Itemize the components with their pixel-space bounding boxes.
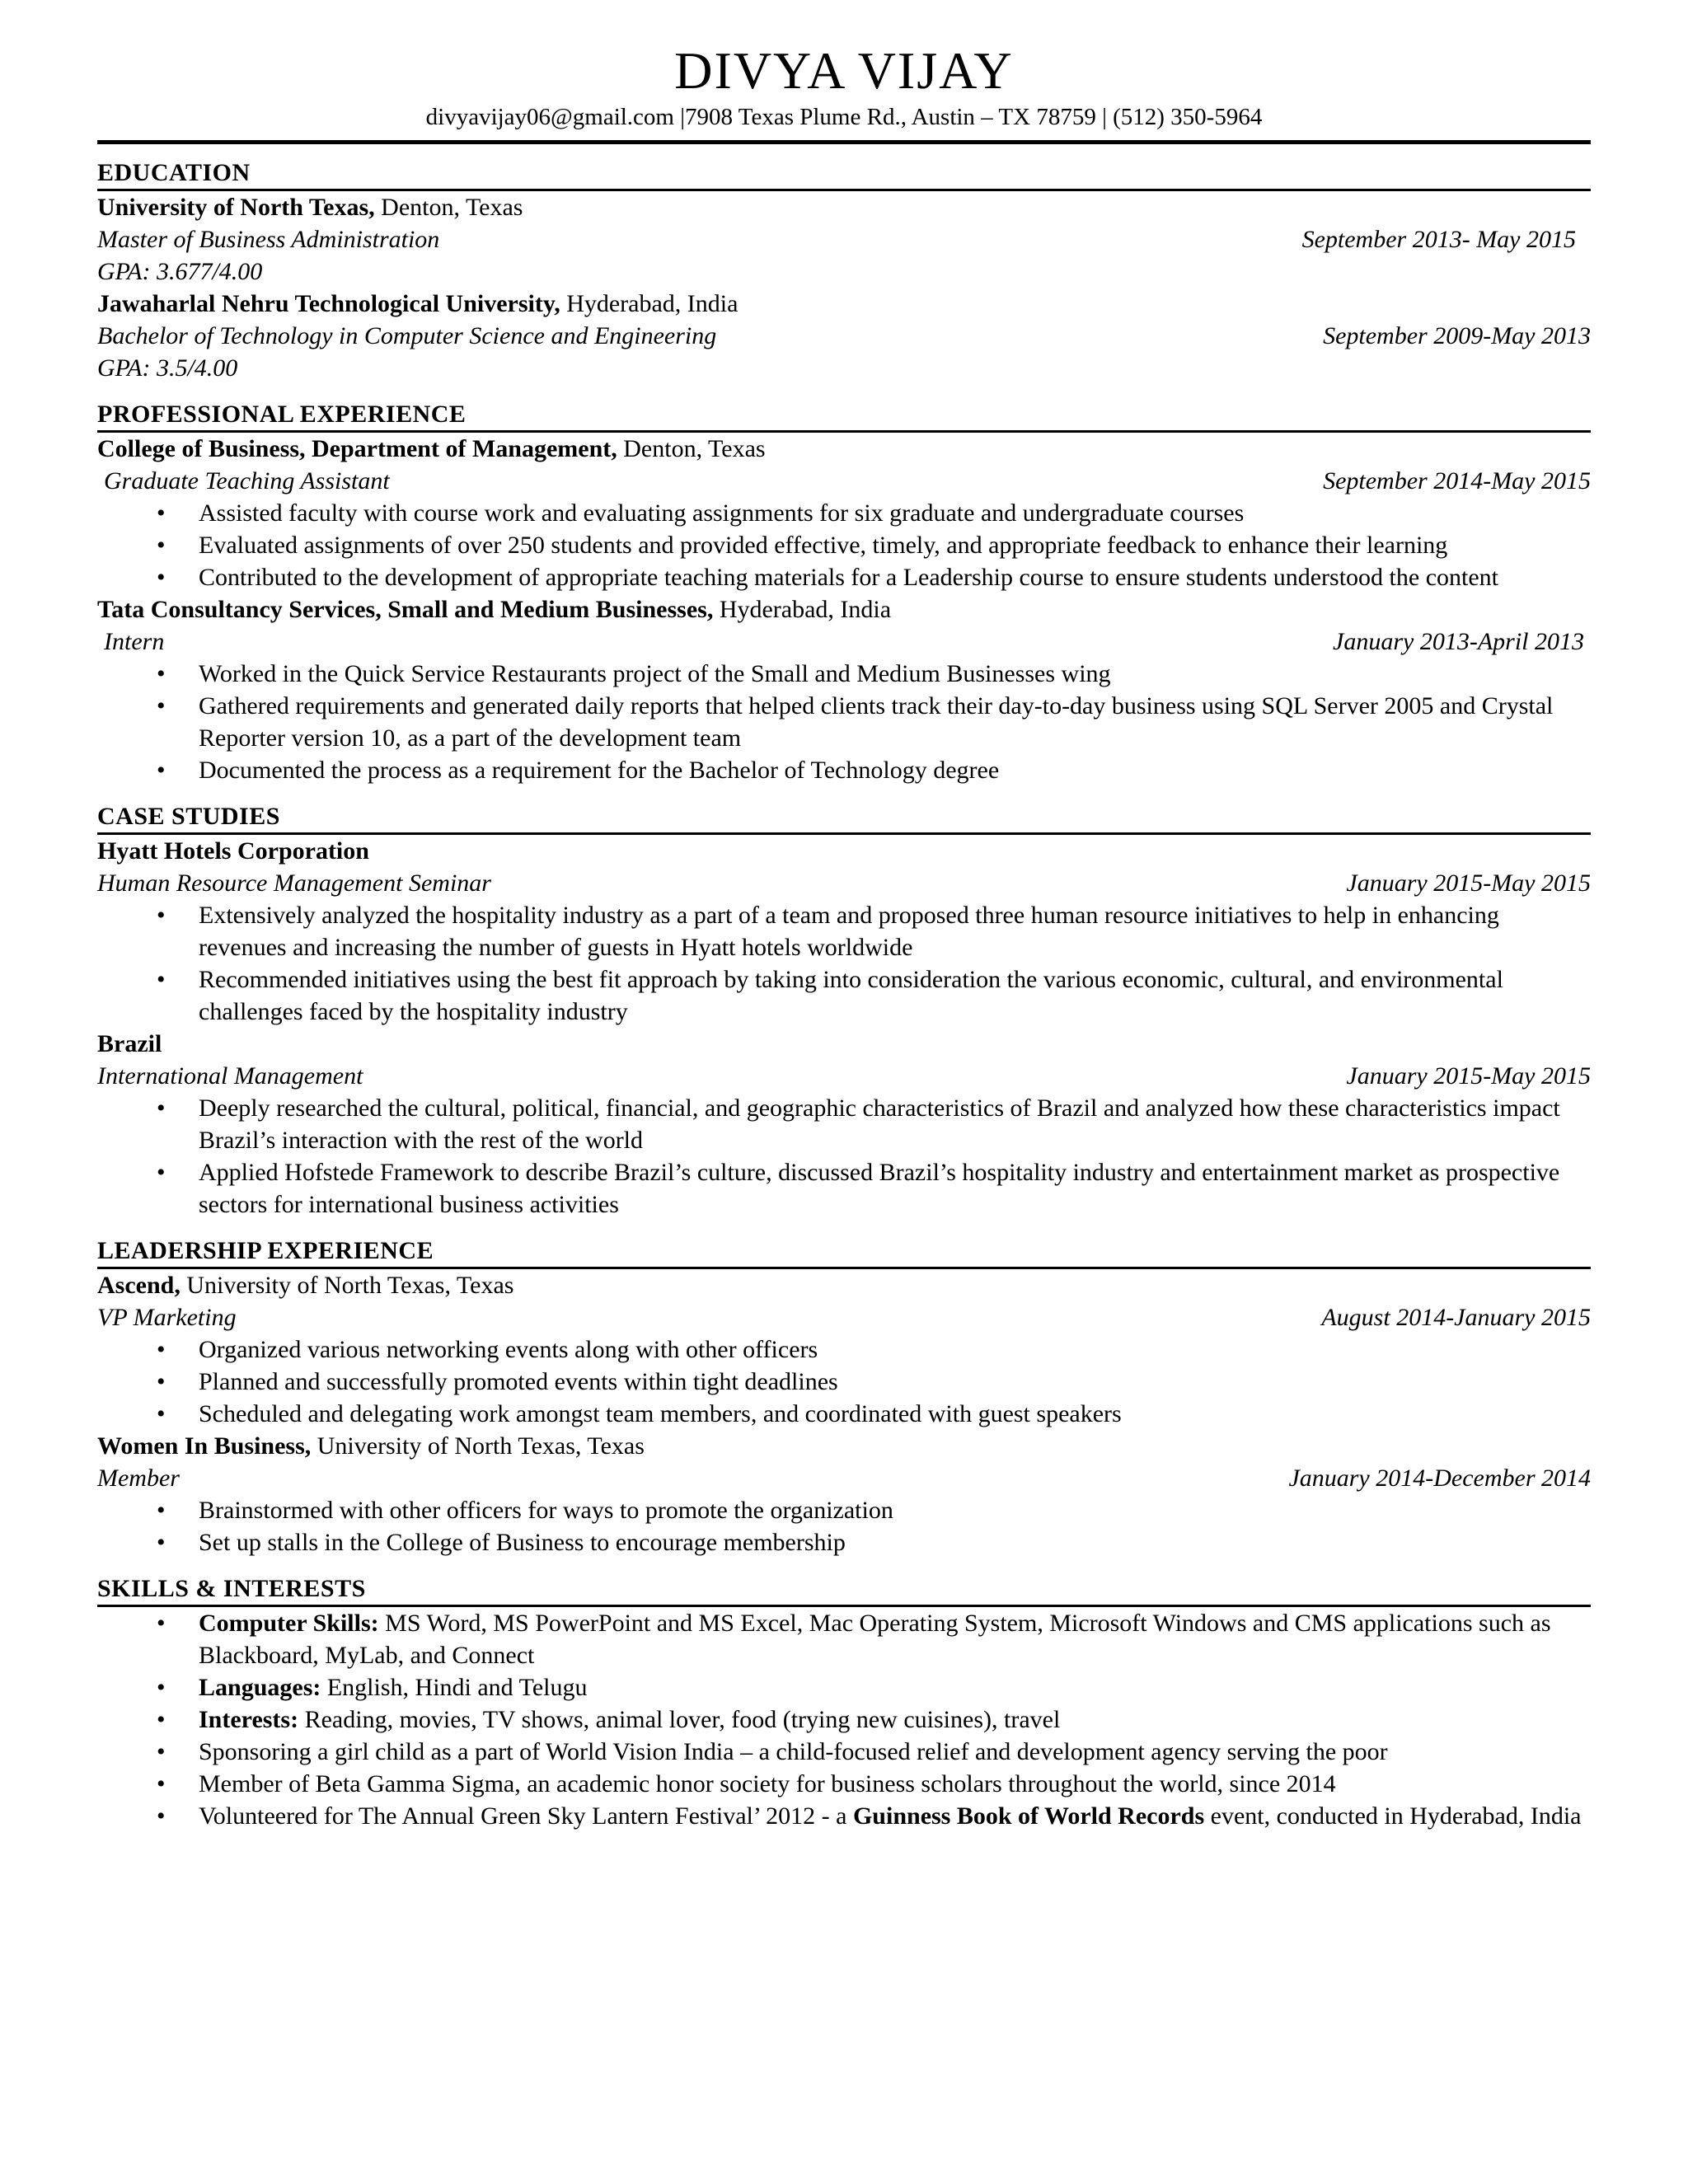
job-bullets [97, 658, 1591, 786]
org-name: Tata Consultancy Services, Small and Medium Businesses, [97, 596, 714, 623]
education-section [97, 157, 1591, 384]
gpa-text: GPA: 3.5/4.00 [97, 354, 238, 382]
bullet-item: • Documented the process as a requirement for the Bachelor of Technology degree [97, 754, 1591, 786]
case-dates: January 2015-May 2015 [1346, 1062, 1591, 1090]
section-heading-professional: PROFESSIONAL EXPERIENCE [97, 399, 1591, 433]
school-name: Jawaharlal Nehru Technological University, [97, 290, 560, 317]
leadership-dates: January 2014-December 2014 [1288, 1465, 1591, 1492]
bullet-item: • Set up stalls in the College of Business to encourage membership [97, 1526, 1591, 1558]
bullet-item: • Brainstormed with other officers for ways to promote the organization [97, 1494, 1591, 1526]
case-dates: January 2015-May 2015 [1346, 869, 1591, 897]
volunteer-emphasis: Guinness Book of World Records [852, 1802, 1205, 1830]
skills-bullets [97, 1607, 1591, 1832]
section-heading-education: EDUCATION [97, 157, 1591, 191]
org-name: College of Business, Department of Management, [97, 435, 617, 462]
gpa-text: GPA: 3.677/4.00 [97, 258, 263, 285]
bullet-item: • Evaluated assignments of over 250 students and provided effective, timely, and appropriate feedback to enhance their learning [97, 529, 1591, 561]
bullet-item: • Recommended initiatives using the best fit approach by taking into consideration the various economic, cultural, and environmental challenges faced by the hospitality industry [97, 963, 1591, 1028]
leadership-bullets [97, 1333, 1591, 1430]
degree-name: Master of Business Administration [97, 226, 440, 253]
case-role: Human Resource Management Seminar [97, 869, 491, 897]
resume-page [97, 0, 1591, 1832]
leadership-bullets [97, 1494, 1591, 1558]
school-location: Denton, Texas [374, 194, 523, 221]
case-role: International Management [97, 1062, 363, 1090]
job-role-row [97, 465, 1591, 497]
computer-skills-text: MS Word, MS PowerPoint and MS Excel, Mac Operating System, Microsoft Windows and CMS applications such as Blackboard, MyLab, and Connect [199, 1610, 1551, 1669]
bullet-item: • Extensively analyzed the hospitality industry as a part of a team and proposed three human resource initiatives to help in enhancing revenues and increasing the number of guests in Hyatt hotels worldwide [97, 899, 1591, 963]
degree-dates: September 2013- May 2015 [1301, 226, 1576, 253]
school-location: Hyderabad, India [560, 290, 738, 317]
contact-line: divyavijay06@gmail.com |7908 Texas Plume Rd., Austin – TX 78759 | (512) 350-5964 [425, 104, 1263, 130]
leadership-role: VP Marketing [97, 1304, 237, 1331]
bullet-item: • Contributed to the development of appropriate teaching materials for a Leadership course to ensure students understood the content [97, 561, 1591, 593]
education-degree-row [97, 320, 1591, 352]
bullet-item: • Member of Beta Gamma Sigma, an academic honor society for business scholars throughout the world, since 2014 [97, 1768, 1591, 1800]
org-name: Women In Business, [97, 1432, 312, 1460]
bullet-item: • Organized various networking events along with other officers [97, 1333, 1591, 1366]
header-divider [97, 140, 1591, 144]
bullet-item: • Sponsoring a girl child as a part of World Vision India – a child-focused relief and development agency serving the poor [97, 1736, 1591, 1768]
case-role-row [97, 1060, 1591, 1092]
volunteer-text-end: event, conducted in Hyderabad, India [1204, 1802, 1582, 1830]
leadership-org-line [97, 1430, 1591, 1462]
leadership-role-row [97, 1301, 1591, 1333]
section-heading-leadership: LEADERSHIP EXPERIENCE [97, 1235, 1591, 1269]
bullet-item: • Assisted faculty with course work and evaluating assignments for six graduate and undergraduate courses [97, 497, 1591, 529]
education-entry-school [97, 288, 1591, 320]
volunteer-text: Volunteered for The Annual Green Sky Lantern Festival’ 2012 - a [199, 1802, 853, 1830]
languages-label: Languages: [199, 1674, 321, 1701]
section-heading-skills: SKILLS & INTERESTS [97, 1573, 1591, 1607]
case-studies-section [97, 801, 1591, 1221]
case-bullets [97, 1092, 1591, 1221]
org-location: University of North Texas, Texas [180, 1272, 514, 1299]
bullet-item: • Applied Hofstede Framework to describe Brazil’s culture, discussed Brazil’s hospitality industry and entertainment market as prospective sectors for international business activities [97, 1156, 1591, 1221]
job-org-line [97, 593, 1591, 626]
bullet-item: • Planned and successfully promoted events within tight deadlines [97, 1366, 1591, 1398]
job-org-line [97, 433, 1591, 465]
job-dates: September 2014-May 2015 [1323, 467, 1591, 494]
bullet-item: • Worked in the Quick Service Restaurants project of the Small and Medium Businesses wing [97, 658, 1591, 690]
case-role-row [97, 867, 1591, 899]
job-dates: January 2013-April 2013 [1333, 628, 1584, 655]
job-role: Graduate Teaching Assistant [104, 467, 390, 494]
case-bullets [97, 899, 1591, 1028]
job-bullets [97, 497, 1591, 593]
bullet-item-languages [97, 1671, 1591, 1704]
bullet-item-interests [97, 1704, 1591, 1736]
case-org: Brazil [97, 1030, 162, 1057]
education-degree-row [97, 223, 1591, 255]
org-location: University of North Texas, Texas [311, 1432, 645, 1460]
case-org: Hyatt Hotels Corporation [97, 837, 369, 865]
computer-skills-label: Computer Skills: [199, 1610, 379, 1637]
leadership-dates: August 2014-January 2015 [1321, 1304, 1591, 1331]
bullet-item: • Gathered requirements and generated daily reports that helped clients track their day-to-day business using SQL Server 2005 and Crystal Reporter version 10, as a part of the development team [97, 690, 1591, 754]
job-role-row [97, 626, 1591, 658]
interests-text: Reading, movies, TV shows, animal lover, food (trying new cuisines), travel [298, 1706, 1061, 1733]
leadership-section [97, 1235, 1591, 1558]
professional-section [97, 399, 1591, 786]
bullet-item: • Scheduled and delegating work amongst team members, and coordinated with guest speakers [97, 1398, 1591, 1430]
section-heading-case-studies: CASE STUDIES [97, 801, 1591, 835]
org-location: Denton, Texas [617, 435, 766, 462]
interests-label: Interests: [199, 1706, 299, 1733]
bullet-item-volunteer [97, 1800, 1591, 1832]
school-name: University of North Texas, [97, 194, 375, 221]
job-role: Intern [104, 628, 165, 655]
languages-text: English, Hindi and Telugu [321, 1674, 588, 1701]
degree-dates: September 2009-May 2013 [1323, 322, 1591, 349]
leadership-role: Member [97, 1465, 180, 1492]
org-name: Ascend, [97, 1272, 181, 1299]
org-location: Hyderabad, India [713, 596, 892, 623]
leadership-org-line [97, 1269, 1591, 1301]
bullet-item-computer-skills [97, 1607, 1591, 1671]
education-entry-school [97, 191, 1591, 223]
degree-name: Bachelor of Technology in Computer Science and Engineering [97, 322, 717, 349]
bullet-item: • Deeply researched the cultural, political, financial, and geographic characteristics of Brazil and analyzed how these characteristics impact Brazil’s interaction with the rest of the world [97, 1092, 1591, 1156]
skills-section [97, 1573, 1591, 1832]
candidate-name: DIVYA VIJAY [674, 41, 1014, 100]
leadership-role-row [97, 1462, 1591, 1494]
